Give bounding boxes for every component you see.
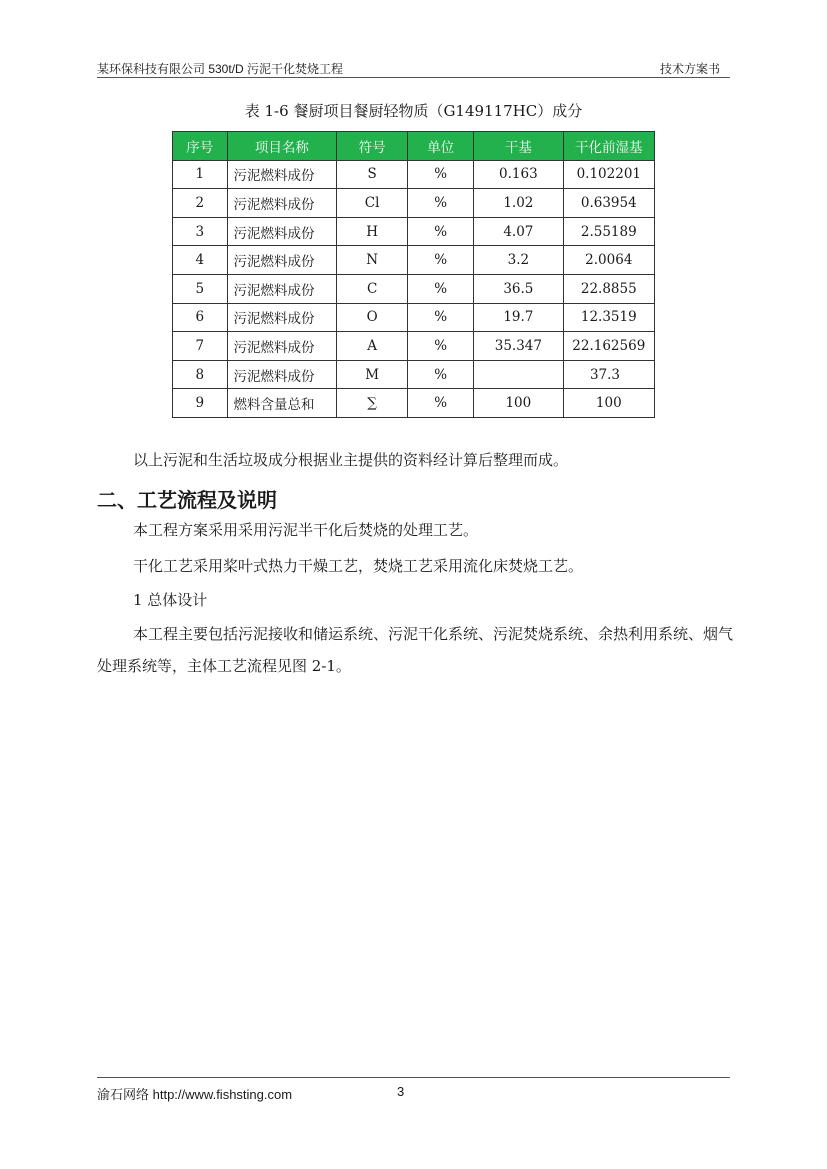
table-cell: 37.3 (563, 360, 654, 389)
section-heading: 二、工艺流程及说明 (97, 488, 277, 512)
table-cell: 2.55189 (563, 217, 654, 246)
table-cell: % (408, 303, 474, 332)
table-cell: 8 (173, 360, 228, 389)
footer-website: 渝石网络 http://www.fishsting.com (97, 1087, 293, 1102)
page-footer (97, 1077, 730, 1107)
table-cell: 9 (173, 389, 228, 418)
table-cell: A (337, 332, 408, 361)
table-cell: 燃料含量总和 (227, 389, 337, 418)
table-cell: M (337, 360, 408, 389)
table-row (173, 332, 655, 361)
table-cell: % (408, 160, 474, 189)
header-doc-type: 技术方案书 (659, 62, 720, 76)
table-cell: ∑ (337, 389, 408, 418)
table-cell: 2 (173, 189, 228, 218)
table-cell: 3 (173, 217, 228, 246)
table-cell: 1.02 (474, 189, 563, 218)
table-cell: % (408, 360, 474, 389)
table-cell: 100 (563, 389, 654, 418)
table-cell: 污泥燃料成份 (227, 360, 337, 389)
table-cell: N (337, 246, 408, 275)
table-row (173, 389, 655, 418)
table-row (173, 274, 655, 303)
column-header: 符号 (337, 132, 408, 161)
table-row (173, 160, 655, 189)
table-cell: 35.347 (474, 332, 563, 361)
table-cell: 1 (173, 160, 228, 189)
table-cell (474, 360, 563, 389)
table-cell: 0.63954 (563, 189, 654, 218)
table-cell: C (337, 274, 408, 303)
table-cell: O (337, 303, 408, 332)
table-cell: 污泥燃料成份 (227, 303, 337, 332)
table-cell: % (408, 217, 474, 246)
table-cell: 污泥燃料成份 (227, 217, 337, 246)
table-cell: % (408, 274, 474, 303)
table-cell: 5 (173, 274, 228, 303)
table-cell: 4.07 (474, 217, 563, 246)
paragraph-drying: 干化工艺采用桨叶式热力干燥工艺，焚烧工艺采用流化床焚烧工艺。 (133, 557, 584, 575)
subsection-title: 1 总体设计 (133, 591, 208, 609)
table-cell: 12.3519 (563, 303, 654, 332)
table-cell: % (408, 246, 474, 275)
table-cell: 2.0064 (563, 246, 654, 275)
column-header: 项目名称 (227, 132, 337, 161)
table-row (173, 360, 655, 389)
table-cell: 22.162569 (563, 332, 654, 361)
table-cell: 污泥燃料成份 (227, 160, 337, 189)
paragraph-process: 本工程方案采用采用污泥半干化后焚烧的处理工艺。 (133, 521, 479, 539)
column-header: 干化前湿基 (563, 132, 654, 161)
column-header: 序号 (173, 132, 228, 161)
table-row (173, 217, 655, 246)
table-cell: 7 (173, 332, 228, 361)
source-note: 以上污泥和生活垃圾成分根据业主提供的资料经计算后整理而成。 (133, 451, 569, 469)
table-cell: 污泥燃料成份 (227, 332, 337, 361)
table-cell: 3.2 (474, 246, 563, 275)
composition-table (172, 131, 655, 418)
table-cell: % (408, 389, 474, 418)
table-cell: 污泥燃料成份 (227, 246, 337, 275)
table-cell: 22.8855 (563, 274, 654, 303)
table-cell: % (408, 189, 474, 218)
table-cell: 污泥燃料成份 (227, 189, 337, 218)
page-header (97, 58, 730, 78)
table-cell: S (337, 160, 408, 189)
table-cell: 19.7 (474, 303, 563, 332)
table-cell: 36.5 (474, 274, 563, 303)
table-cell: H (337, 217, 408, 246)
header-project-title: 某环保科技有限公司 530t/D 污泥干化焚烧工程 (97, 62, 344, 76)
page-number: 3 (397, 1084, 405, 1099)
table-cell: 6 (173, 303, 228, 332)
column-header: 单位 (408, 132, 474, 161)
column-header: 干基 (474, 132, 563, 161)
paragraph-overview: 本工程主要包括污泥接收和储运系统、污泥干化系统、污泥焚烧系统、余热利用系统、烟气处理系统等，主体工艺流程见图 2-1。 (97, 625, 734, 675)
table-row (173, 303, 655, 332)
table-row (173, 246, 655, 275)
table-caption: 表 1-6 餐厨项目餐厨轻物质（G149117HC）成分 (244, 102, 583, 120)
table-cell: 100 (474, 389, 563, 418)
table-cell: 4 (173, 246, 228, 275)
table-cell: Cl (337, 189, 408, 218)
table-cell: 0.102201 (563, 160, 654, 189)
table-row (173, 189, 655, 218)
table-cell: 0.163 (474, 160, 563, 189)
table-cell: 污泥燃料成份 (227, 274, 337, 303)
table-header-row (173, 132, 655, 161)
table-cell: % (408, 332, 474, 361)
